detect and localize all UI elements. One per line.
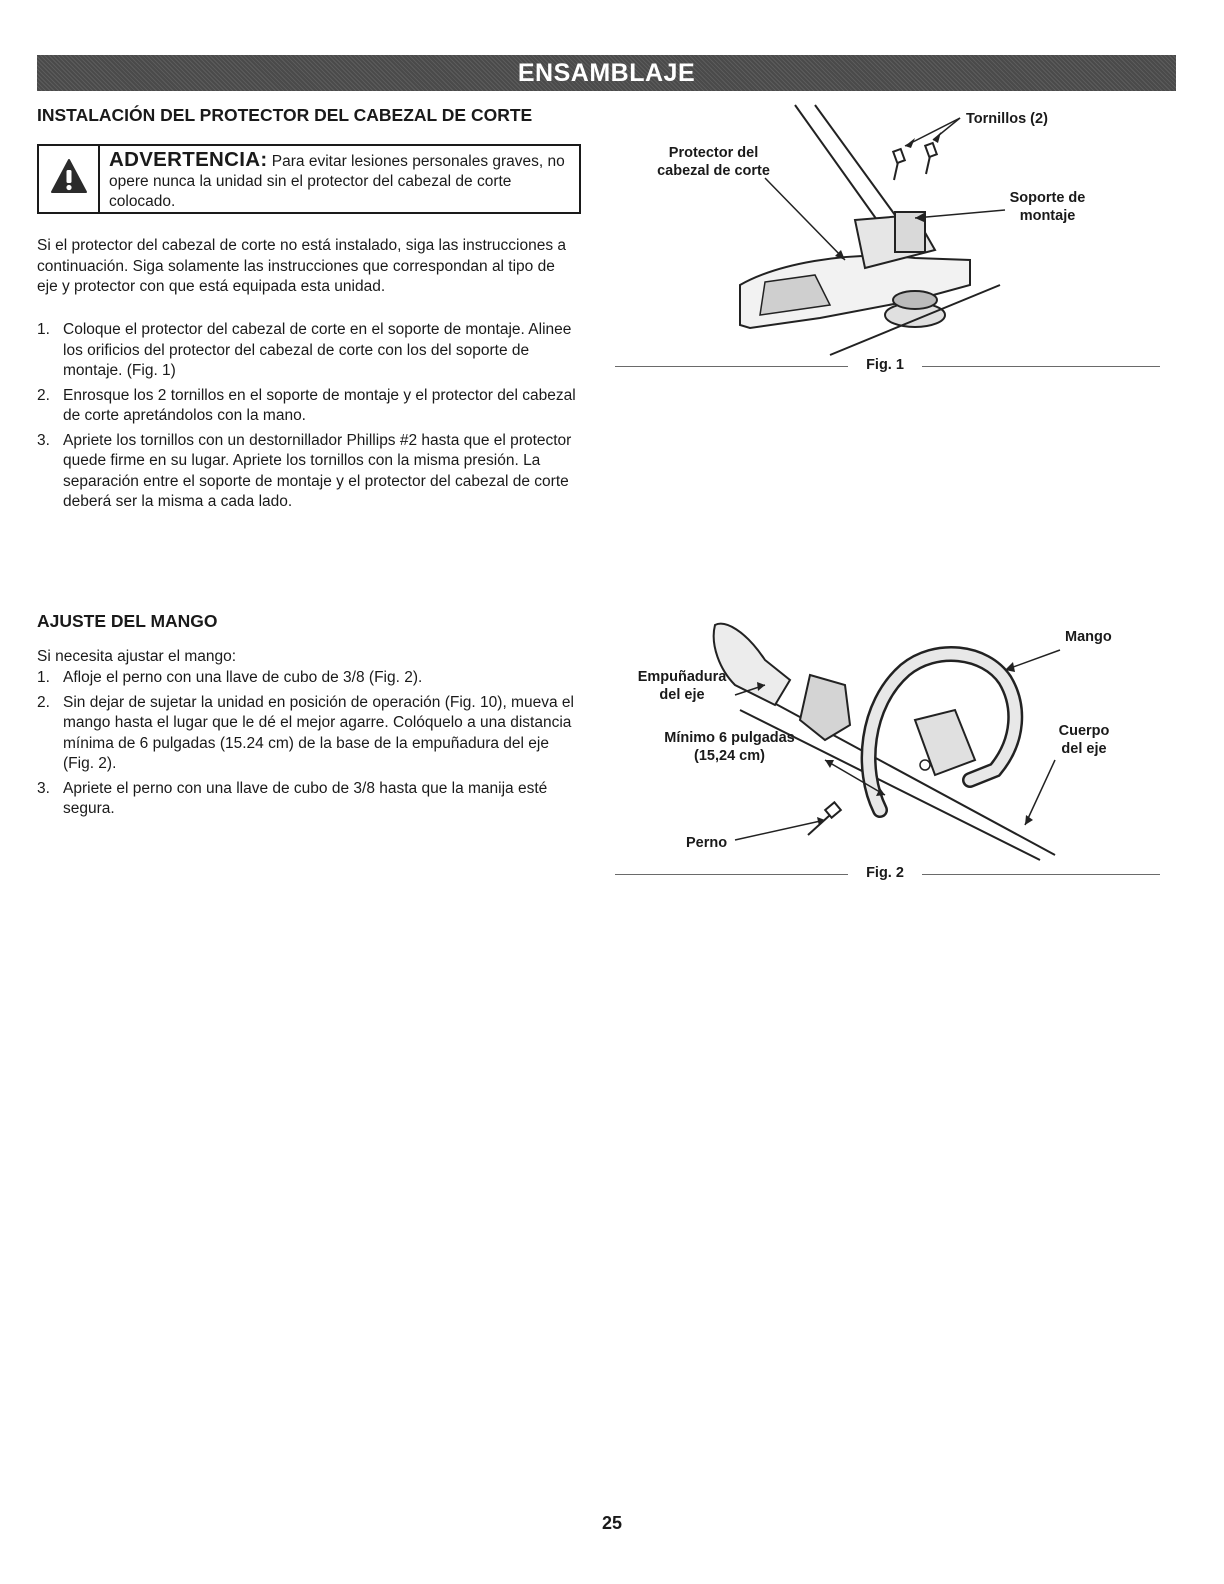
step-number: 2. — [37, 693, 50, 711]
step-text: Afloje el perno con una llave de cubo de 3/8 (Fig. 2). — [63, 669, 423, 686]
step-text: Enrosque los 2 tornillos en el soporte de montaje y el protector del cabezal de corte apretándolos con la mano. — [63, 386, 576, 424]
section-banner — [37, 55, 1176, 91]
warning-label: ADVERTENCIA: — [109, 148, 268, 171]
fig1-label-bracket-2: montaje — [1019, 208, 1076, 224]
banner-title: ENSAMBLAJE — [517, 59, 696, 87]
guard-steps — [37, 320, 582, 517]
warning-icon-cell — [39, 146, 100, 212]
fig2-label-grip-1: Empuñadura — [637, 669, 727, 685]
section-heading-handle: AJUSTE DEL MANGO — [37, 611, 218, 631]
warning-triangle-icon — [50, 158, 88, 194]
warning-box — [37, 144, 581, 214]
figure-1-illustration — [615, 100, 1160, 380]
step-text: Coloque el protector del cabezal de corte en el soporte de montaje. Alinee los orificios del protector del cabezal de corte con los del soporte de montaje. (Fig. 1) — [63, 321, 572, 379]
list-item — [37, 668, 582, 689]
fig2-rule-left — [615, 874, 848, 875]
fig2-label-bolt: Perno — [686, 835, 728, 851]
warning-message: Para evitar lesiones personales graves, no opere nunca la unidad sin el protector del cabezal de corte colocado. — [109, 153, 565, 210]
step-number: 2. — [37, 386, 50, 404]
list-item — [37, 320, 582, 382]
fig1-rule-right — [922, 366, 1160, 367]
fig1-label-screws: Tornillos (2) — [966, 111, 1048, 127]
list-item — [37, 693, 582, 775]
step-number: 1. — [37, 321, 50, 338]
fig1-label-guard-2: cabezal de corte — [657, 163, 770, 179]
fig1-rule-left — [615, 366, 848, 367]
fig2-label-handle: Mango — [1065, 629, 1112, 645]
fig2-label-minimum-2: (15,24 cm) — [694, 748, 765, 764]
fig1-label-guard-1: Protector del — [668, 145, 759, 161]
step-text: Apriete los tornillos con un destornillador Phillips #2 hasta que el protector quede firme en su lugar. Apriete los tornillos con la misma presión. La separación entre el soporte de montaje y el protector del cabezal de corte deberá ser la misma a cada lado. — [63, 431, 572, 510]
handle-intro: Si necesita ajustar el mango: — [37, 648, 237, 665]
fig2-label-shaft-2: del eje — [1061, 741, 1107, 757]
list-item — [37, 779, 582, 820]
list-item — [37, 431, 582, 513]
step-number: 1. — [37, 669, 50, 686]
handle-steps — [37, 668, 582, 824]
fig2-rule-right — [922, 874, 1160, 875]
fig2-label-minimum-1: Mínimo 6 pulgadas — [664, 730, 795, 746]
step-number: 3. — [37, 779, 50, 797]
fig2-label-grip-2: del eje — [659, 687, 705, 703]
list-item — [37, 386, 582, 427]
guard-intro: Si el protector del cabezal de corte no está instalado, siga las instrucciones a continuación. Siga solamente las instrucciones que correspondan al tipo de eje y protector con que está equipada esta unidad. — [37, 237, 567, 295]
step-text: Sin dejar de sujetar la unidad en posición de operación (Fig. 10), mueva el mango hasta el lugar que le dé el mejor agarre. Colóquelo a una distancia mínima de 6 pulgadas (15.24 cm) de la base de la empuñadura del eje (Fig. 2). — [63, 693, 574, 772]
page-number: 25 — [601, 1513, 623, 1533]
fig1-label-bracket-1: Soporte de — [1009, 190, 1086, 206]
fig2-label-shaft-1: Cuerpo — [1058, 723, 1110, 739]
step-text: Apriete el perno con una llave de cubo de 3/8 hasta que la manija esté segura. — [63, 779, 548, 817]
fig2-caption: Fig. 2 — [866, 865, 904, 881]
step-number: 3. — [37, 431, 50, 449]
section-heading-guard: INSTALACIÓN DEL PROTECTOR DEL CABEZAL DE CORTE — [37, 105, 533, 125]
warning-text — [109, 150, 569, 212]
fig1-caption: Fig. 1 — [866, 357, 904, 373]
